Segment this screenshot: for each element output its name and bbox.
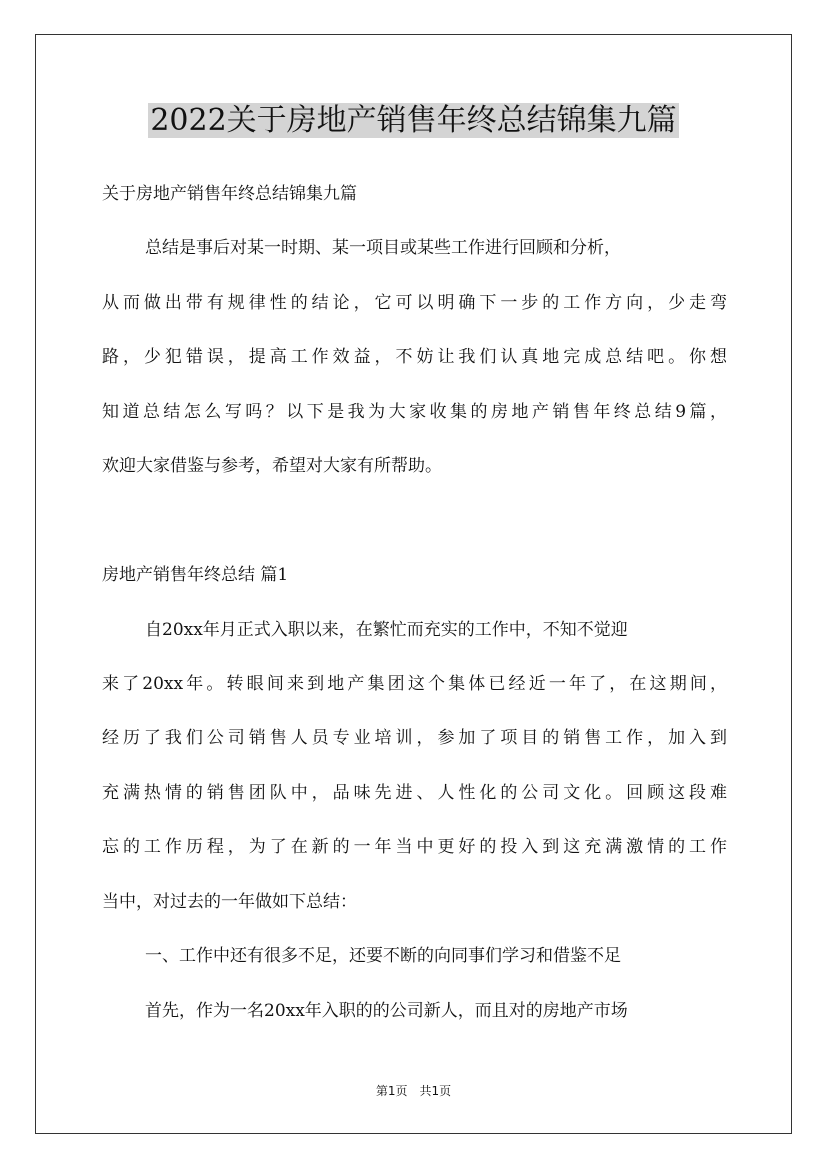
document-title [0, 100, 827, 142]
intro-line-5: 欢迎大家借鉴与参考，希望对大家有所帮助。 [102, 456, 442, 476]
body-line-8: 首先，作为一名20xx年入职的的公司新人，而且对的房地产市场 [145, 1001, 628, 1021]
body-line-3: 经历了我们公司销售人员专业培训，参加了项目的销售工作，加入到 [102, 728, 727, 748]
section-heading: 房地产销售年终总结 篇1 [102, 565, 289, 585]
body-line-2: 来了20xx年。转眼间来到地产集团这个集体已经近一年了，在这期间， [102, 674, 727, 694]
body-line-6: 当中，对过去的一年做如下总结： [102, 892, 357, 912]
intro-line-1: 总结是事后对某一时期、某一项目或某些工作进行回顾和分析， [145, 238, 621, 258]
page-footer: 第1页 共1页 [375, 1084, 452, 1098]
title-text: 2022关于房地产销售年终总结锦集九篇 [150, 103, 677, 138]
body-line-5: 忘的工作历程，为了在新的一年当中更好的投入到这充满激情的工作 [102, 837, 727, 857]
intro-line-2: 从而做出带有规律性的结论，它可以明确下一步的工作方向，少走弯 [102, 293, 727, 313]
intro-line-3: 路，少犯错误，提高工作效益，不妨让我们认真地完成总结吧。你想 [102, 347, 727, 367]
body-line-1: 自20xx年月正式入职以来，在繁忙而充实的工作中，不知不觉迎 [145, 620, 628, 640]
body-line-7: 一、工作中还有很多不足，还要不断的向同事们学习和借鉴不足 [145, 946, 621, 966]
body-line-4: 充满热情的销售团队中，品味先进、人性化的公司文化。回顾这段难 [102, 783, 727, 803]
intro-line-4: 知道总结怎么写吗？以下是我为大家收集的房地产销售年终总结9篇， [102, 402, 727, 422]
subtitle: 关于房地产销售年终总结锦集九篇 [102, 184, 357, 204]
